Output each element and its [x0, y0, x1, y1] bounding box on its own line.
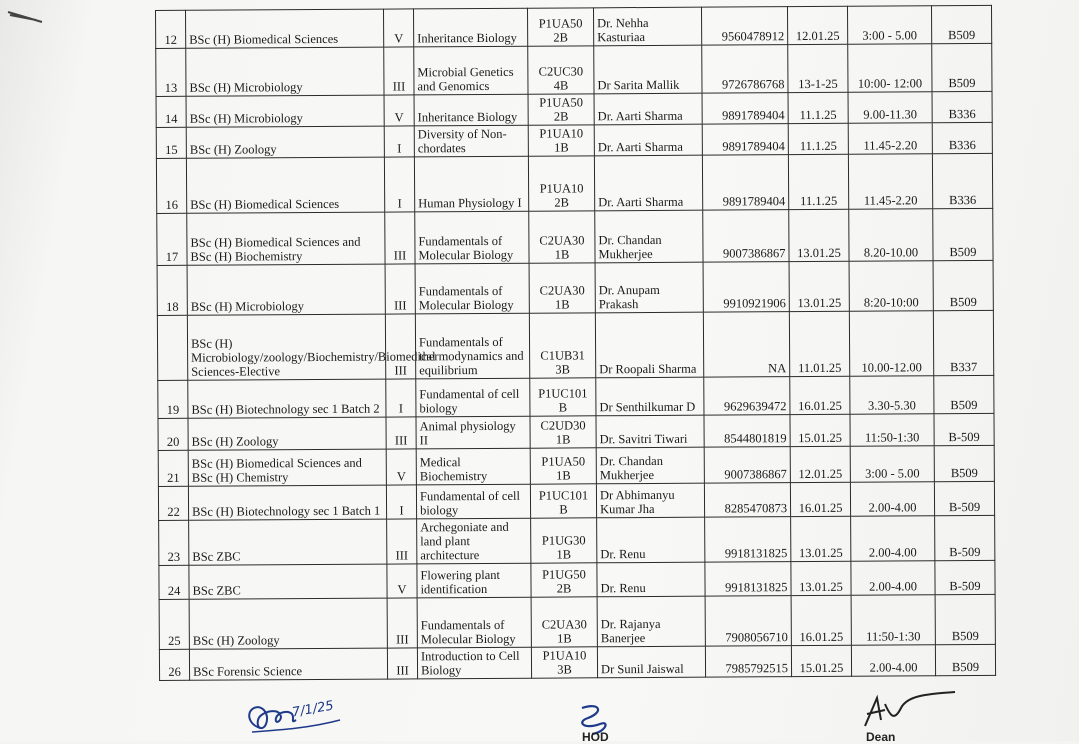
- time-cell: 8:20-10:00: [849, 261, 933, 312]
- semester-cell: III: [387, 598, 417, 648]
- sr-cell: 15: [156, 127, 186, 158]
- room-cell: B509: [933, 260, 993, 310]
- faculty-cell: Dr. Aarti Sharma: [594, 124, 702, 156]
- programme-cell: BSc (H) Zoology: [189, 598, 387, 649]
- sr-cell: 17: [157, 213, 187, 265]
- date-cell: 16.01.25: [791, 595, 851, 645]
- phone-cell: 8285470873: [704, 483, 790, 518]
- paper-code-cell: C2UC30 4B: [528, 46, 594, 94]
- time-cell: 11:50-1:30: [851, 595, 935, 646]
- room-cell: B509: [934, 375, 994, 413]
- date-cell: 13.01.25: [791, 561, 851, 595]
- time-cell: 3.30-5.30: [850, 376, 934, 415]
- faculty-cell: Dr. Aarti Sharma: [594, 155, 702, 211]
- time-cell: 8.20-10.00: [849, 209, 933, 262]
- date-cell: 11.1.25: [788, 154, 848, 209]
- paper-title-cell: Human Physiology I: [414, 156, 528, 212]
- schedule-body: [156, 5, 996, 680]
- paper-title-cell: Fundamentals of Molecular Biology: [415, 263, 529, 314]
- paper-code-cell: P1UA10 3B: [531, 647, 597, 678]
- paper-code-cell: P1UC101 B: [530, 484, 596, 518]
- programme-cell: BSc (H) Microbiology: [186, 95, 384, 127]
- paper-title-cell: Flowering plant identification: [417, 563, 531, 598]
- programme-cell: BSc (H) Zoology: [188, 417, 386, 450]
- paper-code-cell: P1UG30 1B: [531, 518, 597, 563]
- paper-code-cell: P1UA50 2B: [527, 8, 593, 46]
- sr-cell: 20: [158, 418, 188, 450]
- phone-cell: 9891789404: [702, 155, 788, 211]
- sr-cell: 13: [156, 48, 186, 96]
- phone-cell: 9560478912: [701, 7, 787, 46]
- corner-scribble: [6, 6, 48, 28]
- sr-cell: 22: [158, 486, 188, 520]
- programme-cell: BSc ZBC: [189, 519, 387, 565]
- room-cell: B336: [932, 153, 992, 208]
- faculty-cell: Dr. Renu: [597, 562, 705, 597]
- sr-cell: 18: [157, 265, 187, 315]
- phone-cell: 7908056710: [705, 596, 791, 647]
- paper-title-cell: Animal physiology II: [416, 416, 530, 449]
- room-cell: B509: [931, 5, 991, 43]
- paper-title-cell: Introduction to Cell Biology: [417, 647, 531, 679]
- time-cell: 3:00 - 5.00: [847, 6, 931, 45]
- paper-code-cell: C2UD30 1B: [530, 416, 596, 448]
- programme-cell: BSc Forensic Science: [189, 648, 387, 680]
- programme-cell: BSc (H) Biomedical Sciences: [186, 9, 384, 48]
- sr-cell: 26: [159, 649, 189, 680]
- phone-cell: 9007386867: [703, 210, 789, 263]
- phone-cell: 9891789404: [702, 124, 788, 156]
- date-cell: 13-1-25: [788, 44, 848, 92]
- semester-cell: V: [383, 9, 413, 47]
- sr-cell: 24: [159, 565, 189, 599]
- date-cell: 16.01.25: [790, 376, 850, 414]
- paper-code-cell: C2UA30 1B: [531, 597, 597, 647]
- faculty-cell: Dr. Anupam Prakash: [595, 262, 703, 313]
- date-cell: 13.01.25: [789, 261, 849, 311]
- room-cell: B509: [935, 594, 995, 644]
- programme-cell: BSc (H) Biotechnology sec 1 Batch 2: [188, 379, 386, 418]
- table-row: [159, 644, 995, 680]
- semester-cell: V: [387, 564, 417, 598]
- table-row: [156, 91, 992, 127]
- phone-cell: 7985792515: [705, 646, 791, 678]
- time-cell: 2.00-4.00: [851, 561, 935, 596]
- room-cell: B509: [935, 644, 995, 675]
- room-cell: B336: [932, 122, 992, 153]
- sr-cell: 16: [156, 158, 186, 213]
- paper-title-cell: Fundamentals of Molecular Biology: [415, 211, 529, 264]
- table-row: [157, 260, 993, 315]
- time-cell: 9.00-11.30: [848, 92, 932, 124]
- paper-code-cell: P1UA50 1B: [530, 448, 596, 484]
- date-cell: 13.01.25: [789, 209, 849, 261]
- sr-cell: 12: [156, 10, 186, 48]
- semester-cell: V: [386, 449, 416, 485]
- faculty-cell: Dr Roopali Sharma: [595, 312, 703, 378]
- sr-cell: 19: [158, 380, 188, 418]
- time-cell: 3:00 - 5.00: [850, 446, 934, 483]
- time-cell: 11.45-2.20: [848, 154, 932, 210]
- faculty-cell: Dr. Chandan Mukherjee: [596, 447, 704, 484]
- date-cell: 13.01.25: [791, 516, 851, 561]
- paper-title-cell: Fundamentals of thermodynamics and equilibrium: [415, 313, 529, 379]
- time-cell: 2.00-4.00: [851, 516, 935, 562]
- faculty-cell: Dr Abhimanyu Kumar Jha: [596, 483, 704, 518]
- paper-title-cell: Inheritance Biology: [414, 94, 528, 126]
- faculty-cell: Dr Sunil Jaiswal: [597, 646, 705, 678]
- programme-cell: BSc (H) Biomedical Sciences: [186, 157, 384, 213]
- room-cell: B509: [932, 43, 992, 91]
- table-row: [156, 43, 992, 96]
- room-cell: B337: [933, 310, 993, 375]
- phone-cell: 9918131825: [705, 517, 791, 563]
- time-cell: 11.45-2.20: [848, 123, 932, 155]
- programme-cell: BSc ZBC: [189, 564, 387, 599]
- phone-cell: 9910921906: [703, 262, 789, 313]
- programme-cell: BSc (H) Microbiology/zoology/Biochemistry/Biomedical Sciences-Elective: [187, 314, 385, 380]
- time-cell: 2.00-4.00: [851, 645, 935, 677]
- paper-code-cell: P1UG50 2B: [531, 563, 597, 597]
- programme-cell: BSc (H) Biotechnology sec 1 Batch 1: [188, 485, 386, 520]
- room-cell: B-509: [935, 560, 995, 594]
- table-row: [158, 445, 994, 486]
- phone-cell: 9629639472: [704, 377, 790, 416]
- room-cell: B336: [932, 91, 992, 122]
- paper-code-cell: P1UA10 1B: [528, 125, 594, 156]
- date-cell: 15.01.25: [790, 414, 850, 446]
- faculty-cell: Dr. Aarti Sharma: [594, 93, 702, 125]
- table-row: [158, 375, 994, 418]
- semester-cell: III: [384, 47, 414, 95]
- faculty-cell: Dr. Savitri Tiwari: [596, 415, 704, 448]
- date-cell: 11.1.25: [788, 92, 848, 123]
- paper-title-cell: Inheritance Biology: [413, 8, 527, 47]
- semester-cell: III: [387, 519, 417, 564]
- semester-cell: I: [386, 485, 416, 519]
- semester-cell: I: [384, 157, 414, 212]
- room-cell: B509: [933, 208, 993, 260]
- table-row: [156, 153, 992, 213]
- phone-cell: 8544801819: [704, 415, 790, 448]
- table-row: [158, 413, 994, 450]
- paper-code-cell: P1UA10 2B: [528, 156, 594, 211]
- semester-cell: III: [387, 648, 417, 679]
- time-cell: 2.00-4.00: [850, 482, 934, 517]
- faculty-cell: Dr Sarita Mallik: [594, 45, 702, 94]
- room-cell: B509: [934, 445, 994, 481]
- paper-title-cell: Microbial Genetics and Genomics: [414, 46, 528, 95]
- sr-cell: 25: [159, 599, 189, 649]
- phone-cell: NA: [703, 312, 789, 378]
- semester-cell: III: [385, 264, 415, 314]
- room-cell: B-509: [934, 413, 994, 445]
- programme-cell: BSc (H) Biomedical Sciences and BSc (H) Chemistry: [188, 449, 386, 486]
- paper-title-cell: Fundamental of cell biology: [416, 378, 530, 417]
- paper-code-cell: C1UB31 3B: [529, 313, 595, 378]
- table-row: [158, 481, 994, 520]
- table-row: [157, 208, 993, 265]
- paper-code-cell: C2UA30 1B: [529, 211, 595, 263]
- schedule-table: [155, 5, 996, 681]
- room-cell: B-509: [934, 481, 994, 515]
- room-cell: B-509: [935, 515, 995, 560]
- paper-title-cell: Fundamentals of Molecular Biology: [417, 597, 531, 648]
- faculty-cell: Dr. Nehha Kasturiaa: [593, 7, 701, 46]
- sr-cell: 23: [159, 520, 189, 565]
- faculty-cell: Dr Senthilkumar D: [596, 377, 704, 416]
- programme-cell: BSc (H) Zoology: [186, 126, 384, 158]
- time-cell: 10.00-12.00: [849, 311, 933, 377]
- semester-cell: III: [385, 314, 415, 379]
- programme-cell: BSc (H) Microbiology: [186, 47, 384, 96]
- date-cell: 15.01.25: [791, 645, 851, 676]
- semester-cell: I: [384, 126, 414, 157]
- faculty-cell: Dr. Chandan Mukherjee: [595, 210, 703, 263]
- date-cell: 11.01.25: [789, 311, 849, 376]
- table-row: [159, 560, 995, 599]
- paper-title-cell: Fundamental of cell biology: [416, 484, 530, 519]
- sr-cell: [157, 315, 187, 380]
- paper-code-cell: C2UA30 1B: [529, 263, 595, 313]
- programme-cell: BSc (H) Biomedical Sciences and BSc (H) Biochemistry: [187, 212, 385, 265]
- phone-cell: 9726786768: [702, 45, 788, 94]
- date-cell: 12.01.25: [790, 446, 850, 482]
- table-row: [159, 594, 995, 649]
- table-row: [156, 122, 992, 158]
- paper-title-cell: Medical Biochemistry: [416, 448, 530, 485]
- faculty-cell: Dr. Renu: [597, 517, 705, 563]
- faculty-cell: Dr. Rajanya Banerjee: [597, 596, 705, 647]
- table-row: [159, 515, 995, 565]
- sr-cell: 21: [158, 450, 188, 486]
- sr-cell: 14: [156, 96, 186, 127]
- paper-title-cell: Diversity of Non-chordates: [414, 125, 528, 157]
- phone-cell: 9007386867: [704, 447, 790, 484]
- signature-right-label: Dean: [866, 730, 896, 744]
- signature-right: [855, 690, 965, 732]
- semester-cell: I: [386, 379, 416, 417]
- date-cell: 16.01.25: [790, 482, 850, 516]
- signature-middle-label: HOD: [582, 730, 609, 744]
- time-cell: 11:50-1:30: [850, 414, 934, 447]
- semester-cell: III: [386, 417, 416, 449]
- table-row: [157, 310, 993, 380]
- date-cell: 11.1.25: [788, 123, 848, 154]
- table-row: [156, 5, 992, 48]
- date-cell: 12.01.25: [787, 6, 847, 44]
- paper-code-cell: P1UA50 2B: [528, 94, 594, 125]
- semester-cell: III: [385, 212, 415, 264]
- paper-title-cell: Archegoniate and land plant architecture: [417, 518, 531, 564]
- signature-left-date: 7/1/25: [291, 698, 335, 721]
- paper-code-cell: P1UC101 B: [530, 378, 596, 416]
- semester-cell: V: [384, 95, 414, 126]
- time-cell: 10:00- 12:00: [848, 44, 932, 93]
- phone-cell: 9918131825: [705, 562, 791, 597]
- phone-cell: 9891789404: [702, 93, 788, 125]
- programme-cell: BSc (H) Microbiology: [187, 264, 385, 315]
